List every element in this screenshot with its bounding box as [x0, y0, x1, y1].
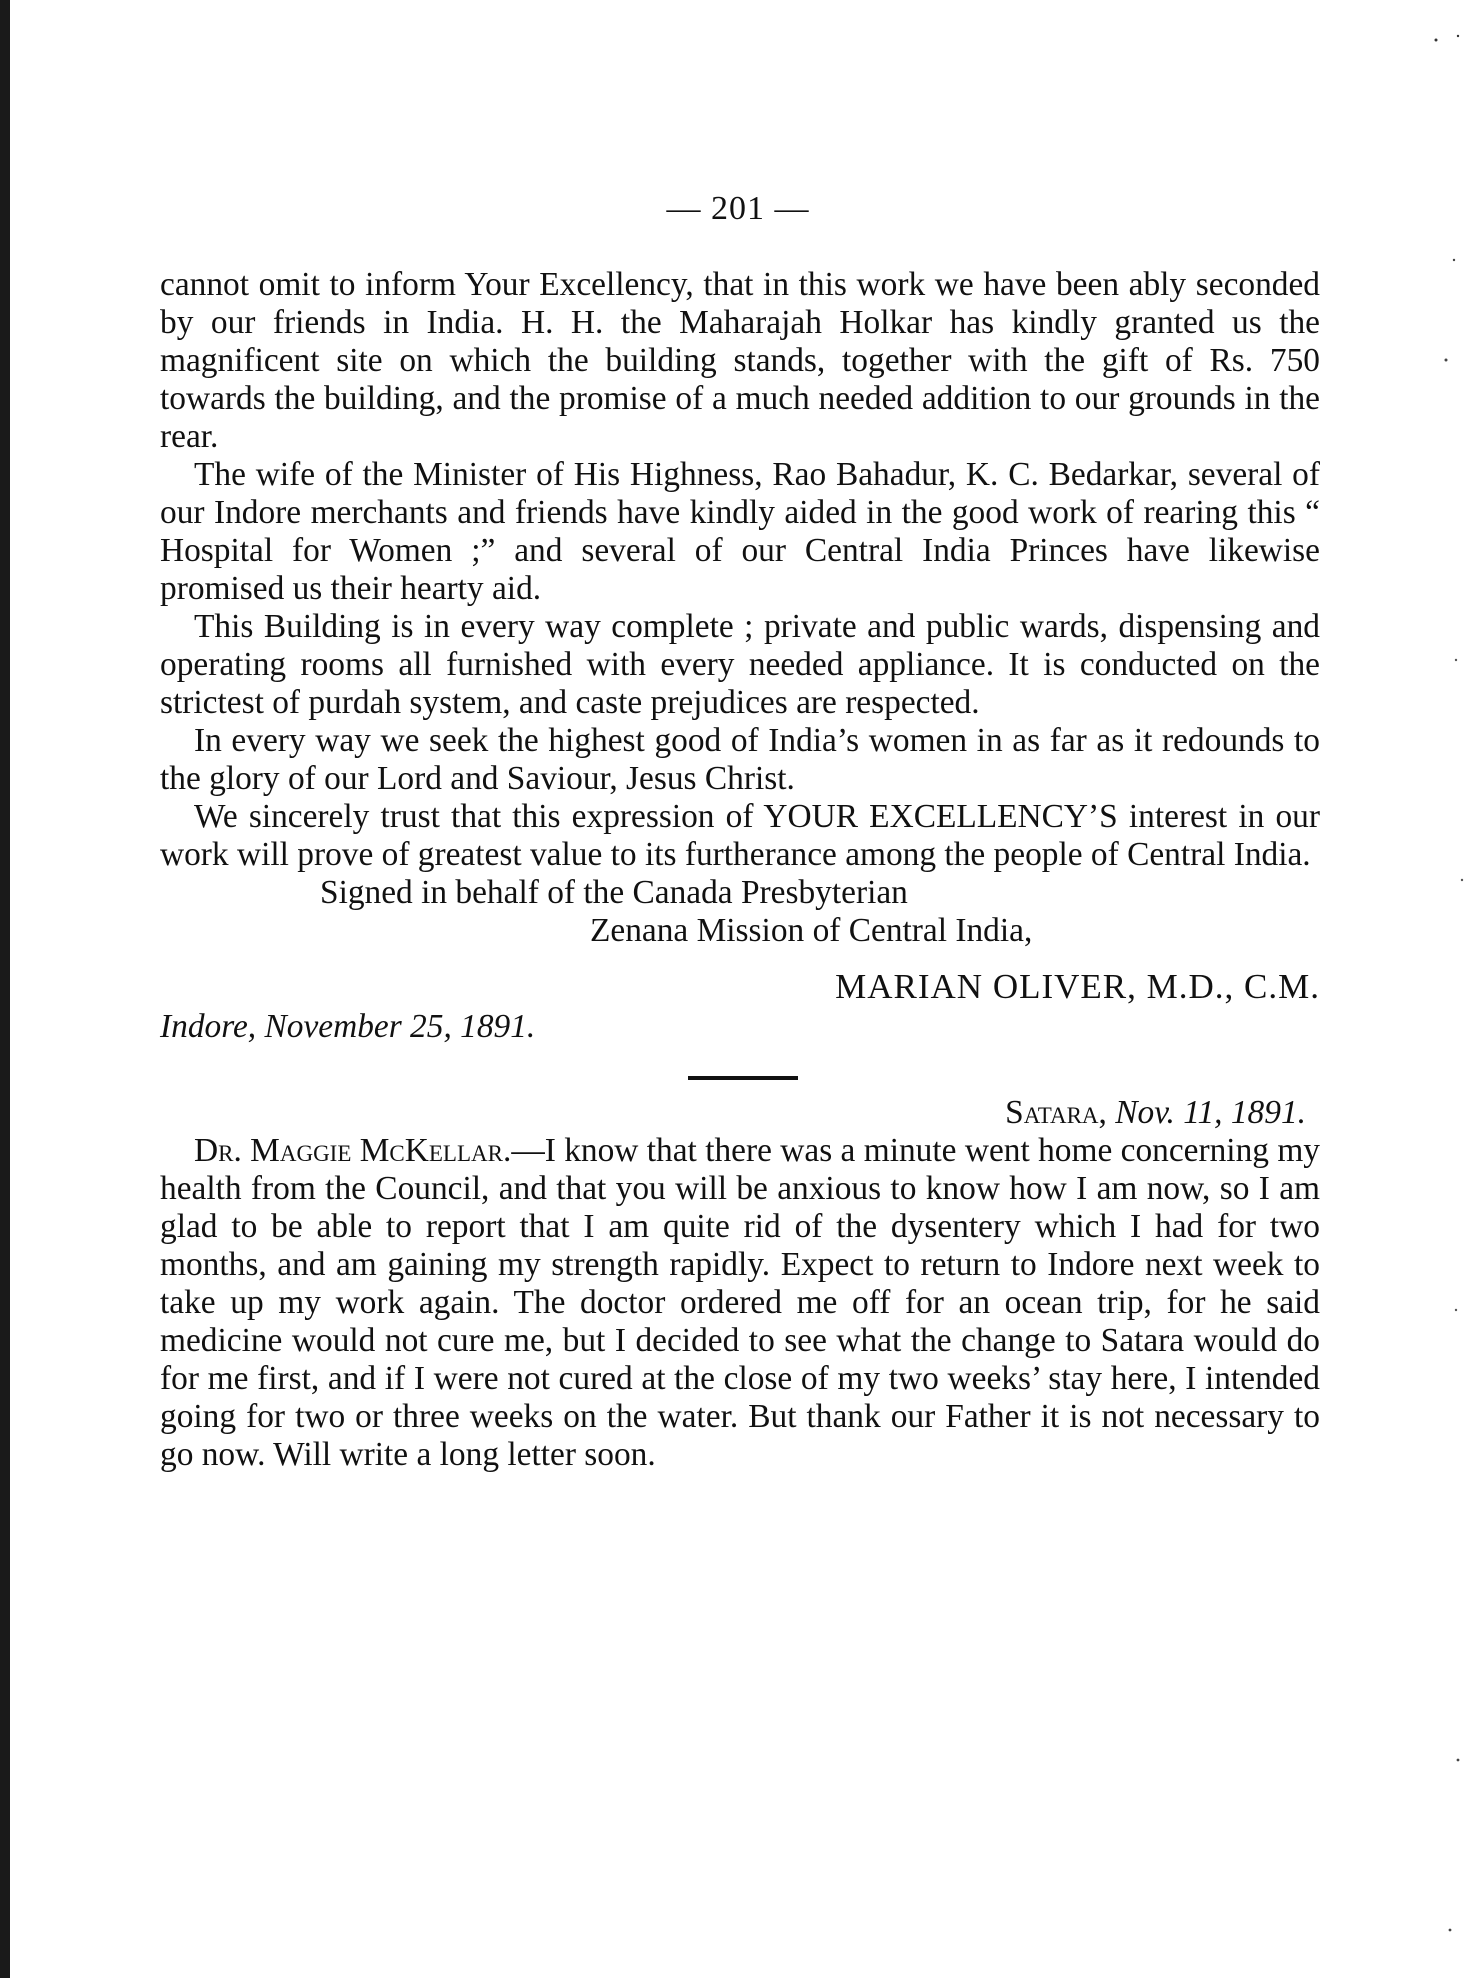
letter-dateline [160, 1094, 1320, 1132]
letter-body: —I know that there was a minute went home concerning my health from the Council, and that you will be anxious to know how I am now, so I am glad to be able to report that I am quite rid of the dysentery which I had for two months, and am gaining my strength rapidly. Expect to return to Indore next week to take up my work again. The doctor ordered me off for an ocean trip, for he said medicine would not cure me, but I decided to see what the change to Satara would do for me first, and if I were not cured at the close of my two weeks’ stay here, I intended going for two or three weeks on the water. But thank our Father it is not necessary to go now. Will write a long letter soon. [160, 1132, 1320, 1473]
scan-specks [1396, 0, 1476, 1978]
paragraph-purpose: In every way we seek the highest good of India’s women in as far as it redounds to the glory of our Lord and Saviour, Jesus Christ. [160, 722, 1320, 797]
paragraph-donors: The wife of the Minister of His Highness, Rao Bahadur, K. C. Bedarkar, several of our Indore merchants and friends have kindly aided in the good work of rearing this “ Hospital for Women ;” and several of our Central India Princes have likewise promised us their hearty aid. [160, 456, 1320, 607]
section-divider [688, 1076, 798, 1080]
signature-line-1: Signed in behalf of the Canada Presbyterian [320, 874, 908, 911]
paragraph-building: This Building is in every way complete ; private and public wards, dispensing and operating rooms all furnished with every needed appliance. It is conducted on the strictest of purdah system, and caste prejudices are respected. [160, 608, 1320, 721]
letter-date: Nov. 11, 1891. [1115, 1094, 1306, 1131]
paragraph-hospital-site: cannot omit to inform Your Excellency, that in this work we have been ably seconded by our friends in India. H. H. the Maharajah Holkar has kindly granted us the magnificent site on which the building stands, together with the gift of Rs. 750 towards the building, and the promise of a much needed addition to our grounds in the rear. [160, 266, 1320, 455]
page-body [160, 266, 1320, 1474]
signature-line-2: Zenana Mission of Central India, [590, 912, 1033, 949]
page-number: — 201 — [666, 190, 810, 227]
signer-name: MARIAN OLIVER, M.D., C.M. [835, 967, 1320, 1006]
page-binding-edge [0, 0, 10, 1978]
letter-place: Satara, [1005, 1094, 1107, 1131]
letter-author: Dr. Maggie McKellar. [194, 1132, 512, 1169]
signature-place-date: Indore, November 25, 1891. [160, 1008, 536, 1045]
letter-paragraph [160, 1132, 1320, 1474]
paragraph-closing: We sincerely trust that this expression of YOUR EXCELLENCY’S interest in our work will prove of greatest value to its furtherance among the people of Central India. [160, 798, 1320, 873]
signature-block [160, 964, 1320, 1050]
